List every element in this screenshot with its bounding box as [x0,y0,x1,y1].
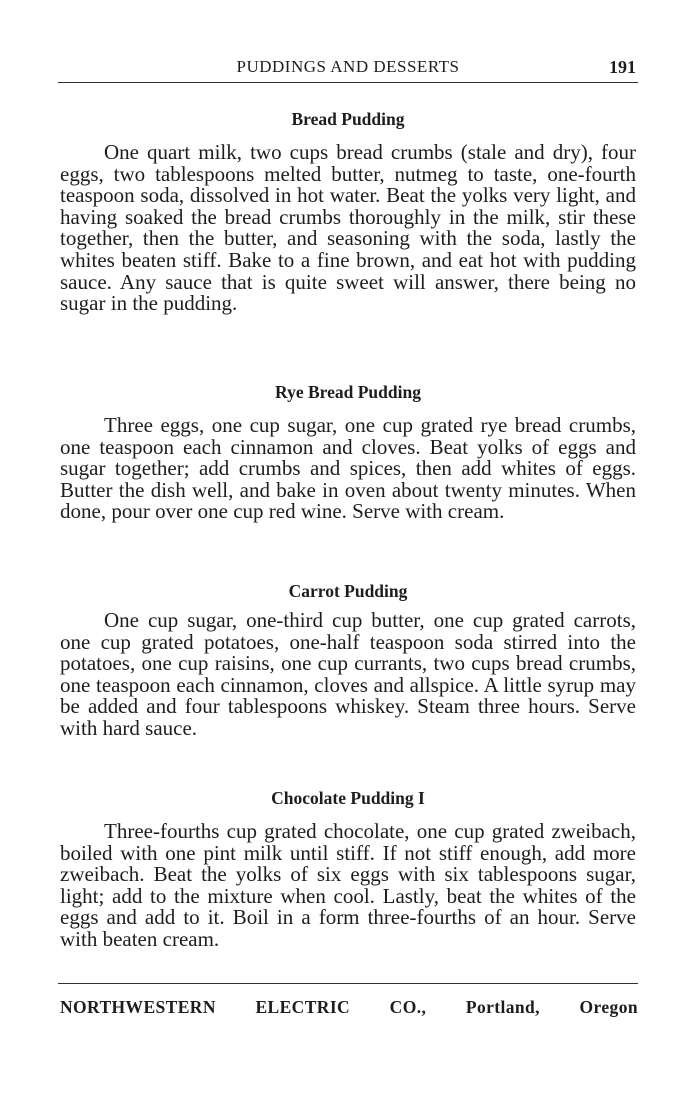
recipe-rye-bread-pudding [60,382,636,523]
recipe-title: Chocolate Pudding I [271,788,425,808]
header-rule [58,82,638,83]
footer-imprint [60,997,638,1018]
recipe-body: Three-fourths cup grated chocolate, one cup grated zweibach, boiled with one pint milk until stiff. If not stiff enough, add more zweibach. Beat the yolks of six eggs with six tablespoons sugar, light; add to the mixture when cool. Lastly, beat the whites of the eggs and add to it. Boil in a form three-fourths of an hour. Serve with beaten cream. [60,819,636,951]
recipe-body: One quart milk, two cups bread crumbs (stale and dry), four eggs, two tablespoons melted butter, nutmeg to taste, one-fourth teaspoon soda, dissolved in hot water. Beat the yolks very light, and having soaked the bread crumbs thoroughly in the milk, stir these together, then the butter, and seasoning with the soda, lastly the whites beaten stiff. Bake to a fine brown, and eat hot with pudding sauce. Any sauce that is quite sweet will answer, there being no sugar in the pudding. [60,140,636,316]
footer-company-name: NORTHWESTERN [60,997,216,1017]
footer-company-suffix: CO., [389,997,427,1017]
footer-rule [58,983,638,984]
page-header [58,57,638,85]
recipe-carrot-pudding [60,581,636,740]
footer-state: Oregon [579,997,638,1017]
recipe-title: Rye Bread Pudding [275,382,421,402]
recipe-body: Three eggs, one cup sugar, one cup grated rye bread crumbs, one teaspoon each cinnamon and cloves. Beat yolks of eggs and sugar together; add crumbs and spices, then add whites of eggs. Butter the dish well, and bake in oven about twenty minutes. When done, pour over one cup red wine. Serve with cream. [60,413,636,524]
running-head: PUDDINGS AND DESSERTS [236,57,460,76]
footer-city: Portland, [465,997,540,1017]
recipe-body: One cup sugar, one-third cup butter, one cup grated carrots, one cup grated potatoes, one-half teaspoon soda stirred into the potatoes, one cup raisins, one cup currants, two cups bread crumbs, one teaspoon each cinnamon, cloves and allspice. A little syrup may be added and four tablespoons whiskey. Steam three hours. Serve with hard sauce. [60,608,636,740]
recipe-title: Carrot Pudding [288,581,408,601]
recipe-chocolate-pudding-i [60,788,636,951]
footer-company-name-2: ELECTRIC [255,997,351,1017]
page-number: 191 [609,57,636,77]
recipe-title: Bread Pudding [291,109,405,129]
recipe-bread-pudding [60,109,636,315]
